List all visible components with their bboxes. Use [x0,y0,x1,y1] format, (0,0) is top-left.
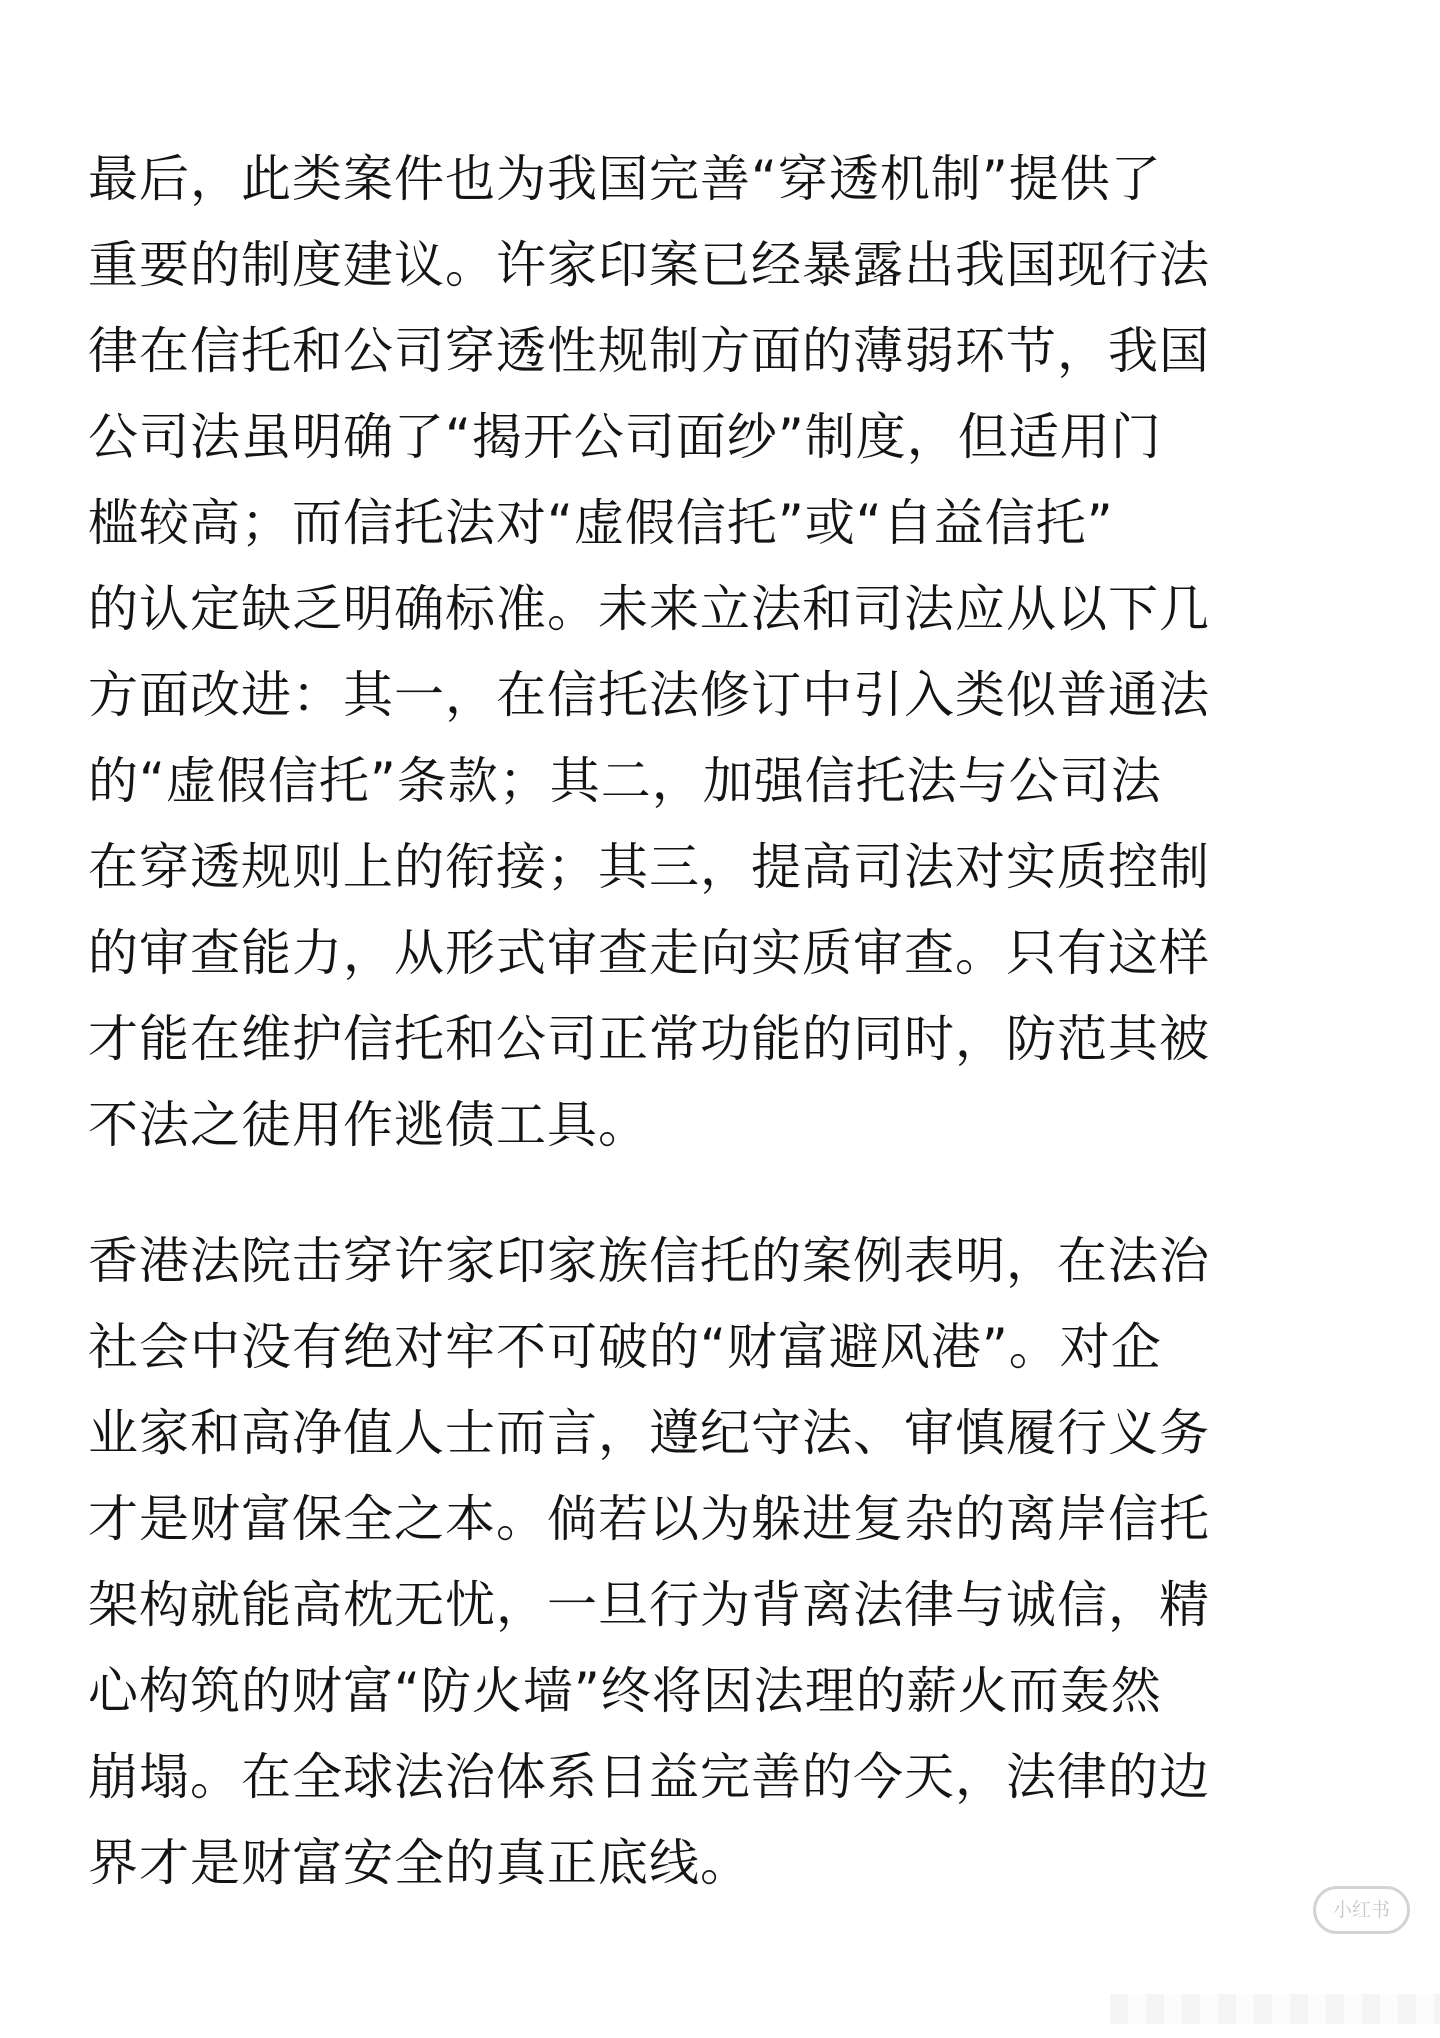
paragraph-line: 崩塌。在全球法治体系日益完善的今天，法律的边 [88,1748,1210,1806]
paragraph-line: 香港法院击穿许家印家族信托的案例表明，在法治 [88,1232,1210,1290]
paragraph-line: 社会中没有绝对牢不可破的“财富避风港”。对企 [88,1318,1162,1376]
paragraph-line: 不法之徒用作逃债工具。 [88,1096,649,1154]
paragraph-line: 的审查能力，从形式审查走向实质审查。只有这样 [88,924,1210,982]
paragraph-line: 律在信托和公司穿透性规制方面的薄弱环节，我国 [88,322,1210,380]
paragraph-1 [88,136,1368,1168]
paragraph-line: 槛较高；而信托法对“虚假信托”或“自益信托” [88,494,1114,552]
paragraph-line: 的认定缺乏明确标准。未来立法和司法应从以下几 [88,580,1210,638]
paragraph-line: 公司法虽明确了“揭开公司面纱”制度，但适用门 [88,408,1162,466]
paragraph-line: 心构筑的财富“防火墙”终将因法理的薪火而轰然 [88,1662,1162,1720]
paragraph-line: 架构就能高枕无忧，一旦行为背离法律与诚信，精 [88,1576,1210,1634]
paragraph-line: 方面改进：其一，在信托法修订中引入类似普通法 [88,666,1210,724]
faint-bottom-strip [1110,1994,1440,2024]
paragraph-line: 重要的制度建议。许家印案已经暴露出我国现行法 [88,236,1210,294]
paragraph-line: 界才是财富安全的真正底线。 [88,1834,751,1892]
paragraph-line: 才能在维护信托和公司正常功能的同时，防范其被 [88,1010,1210,1068]
paragraph-line: 的“虚假信托”条款；其二，加强信托法与公司法 [88,752,1162,810]
paragraph-line: 最后，此类案件也为我国完善“穿透机制”提供了 [88,150,1162,208]
paragraph-line: 业家和高净值人士而言，遵纪守法、审慎履行义务 [88,1404,1210,1462]
paragraph-2 [88,1218,1368,1906]
xiaohongshu-watermark: 小红书 [1313,1886,1410,1934]
paragraph-line: 才是财富保全之本。倘若以为躲进复杂的离岸信托 [88,1490,1210,1548]
paragraph-line: 在穿透规则上的衔接；其三，提高司法对实质控制 [88,838,1210,896]
